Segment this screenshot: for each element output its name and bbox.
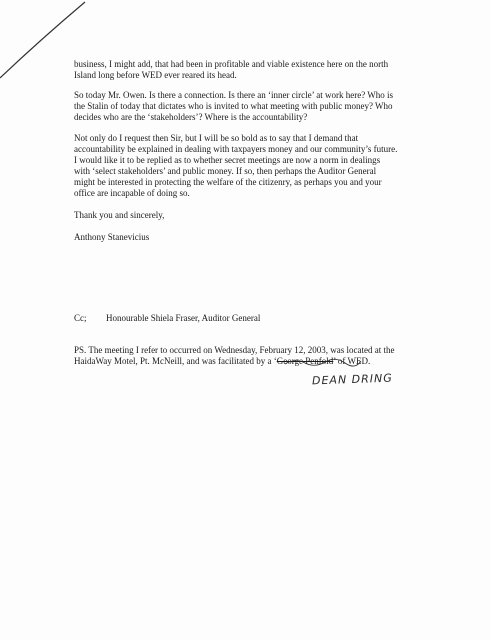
text-line: Island long before WED ever reared its head.: [74, 70, 237, 80]
ps-text-before: HaidaWay Motel, Pt. McNeill, and was facilitated by a ‘: [74, 356, 277, 366]
ps-line-1: PS. The meeting I refer to occurred on Wednesday, February 12, 2003, was located at the: [74, 345, 395, 355]
text-line: office are incapable of doing so.: [74, 188, 190, 198]
ps-text-after: ’ of WED.: [333, 356, 371, 366]
text-line: the Stalin of today that dictates who is invited to what meeting with public money? Who: [74, 101, 393, 111]
paragraph-business: [74, 59, 434, 81]
signature-name: Anthony Stanevicius: [74, 232, 150, 242]
struck-name: George Penfold: [276, 356, 334, 366]
text-line: with ‘select stakeholders’ and public money. If so, then perhaps the Auditor General: [74, 166, 377, 176]
closing-line: [74, 210, 434, 221]
ps-line-2: [74, 356, 434, 367]
text-line: Not only do I request then Sir, but I will be so bold as to say that I demand that: [74, 133, 359, 143]
handwritten-correction: DEAN DRING: [311, 371, 393, 388]
text-line: So today Mr. Owen. Is there a connection. Is there an ‘inner circle’ at work here? Who is: [74, 90, 394, 100]
text-line: business, I might add, that had been in profitable and viable existence here on the north: [74, 59, 389, 69]
text-line: decides who are the ‘stakeholders’? Where is the accountability?: [74, 112, 308, 122]
closing-text: Thank you and sincerely,: [74, 210, 165, 220]
signature-line: [74, 232, 434, 243]
paragraph-connection: [74, 90, 434, 123]
cc-recipient: Honourable Shiela Fraser, Auditor General: [106, 313, 261, 323]
text-line: accountability be explained in dealing with taxpayers money and our community’s future.: [74, 144, 398, 154]
text-line: might be interested in protecting the welfare of the citizenry, as perhaps you and your: [74, 177, 382, 187]
text-line: I would like it to be replied as to whether secret meetings are now a norm in dealings: [74, 155, 381, 165]
postscript: [74, 345, 434, 367]
paragraph-accountability: [74, 133, 434, 199]
cc-label: Cc;: [74, 313, 87, 323]
